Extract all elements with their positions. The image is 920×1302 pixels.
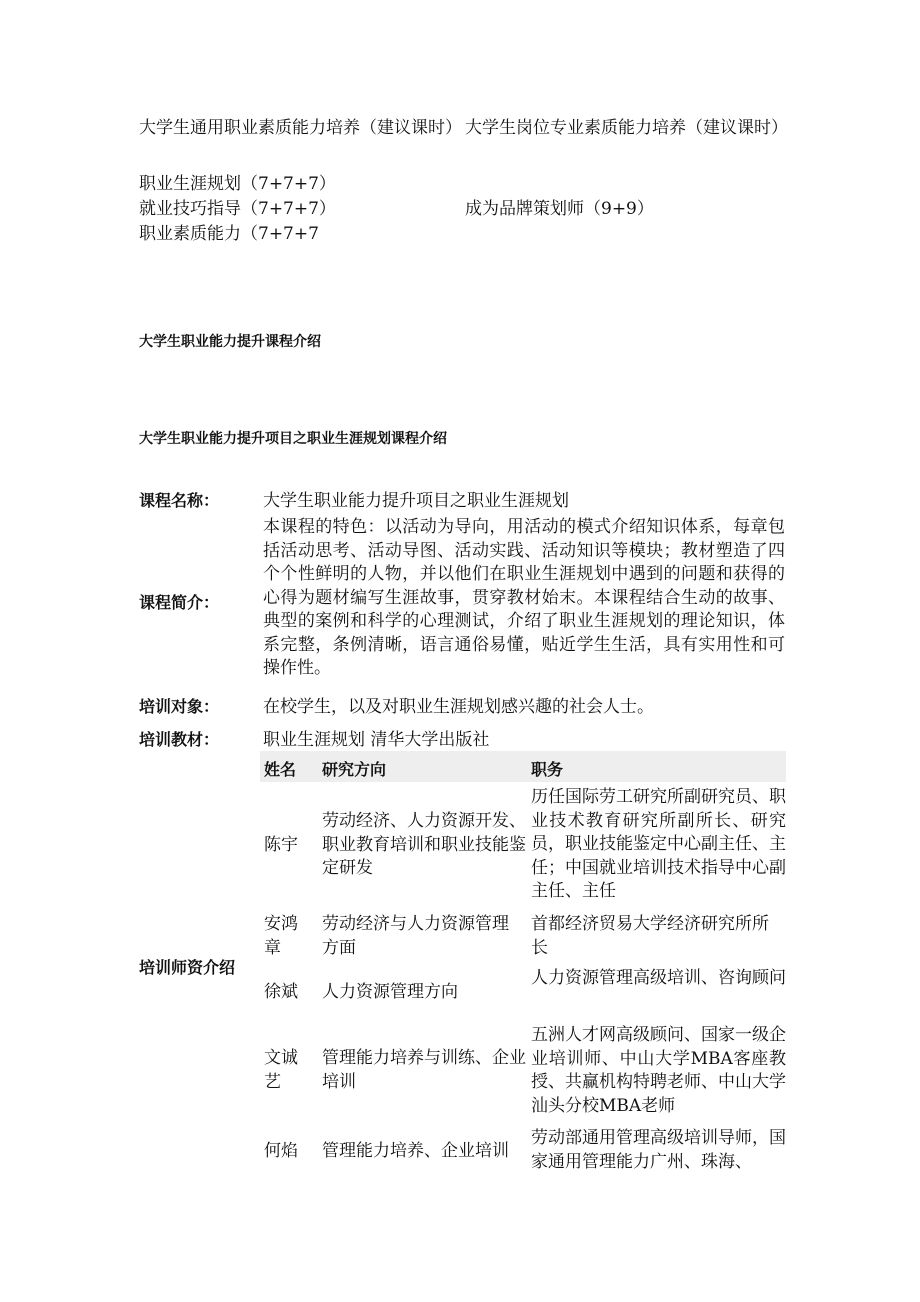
table-row-name: 安鸿章 xyxy=(264,914,298,958)
material-label: 培训教材： xyxy=(139,730,220,749)
course-intro-label: 课程简介： xyxy=(139,593,220,612)
subsection-title: 大学生职业能力提升项目之职业生涯规划课程介绍 xyxy=(139,431,447,447)
header-name: 姓名 xyxy=(264,760,297,779)
table-row-name: 徐斌 xyxy=(264,982,298,1002)
table-row-field: 人力资源管理方向 xyxy=(322,982,458,1002)
table-row-name: 何焰 xyxy=(264,1141,298,1161)
table-row-field: 管理能力培养与训练、企业培训 xyxy=(322,1048,526,1092)
section-title: 大学生职业能力提升课程介绍 xyxy=(139,334,321,350)
material-value: 职业生涯规划 清华大学出版社 xyxy=(263,730,490,750)
table-row-field: 劳动经济与人力资源管理方面 xyxy=(322,914,509,958)
header-field: 研究方向 xyxy=(322,760,387,779)
right-column-header: 大学生岗位专业素质能力培养（建议课时） xyxy=(465,118,788,138)
table-row-position: 五洲人才网高级顾问、国家一级企业培训师、中山大学MBA客座教授、共赢机构特聘老师、中山大学汕头分校MBA老师 xyxy=(531,1025,786,1116)
left-column-header: 大学生通用职业素质能力培养（建议课时） xyxy=(139,118,462,138)
left-item-list xyxy=(139,172,457,247)
list-item: 职业生涯规划（7+7+7） xyxy=(139,174,336,194)
table-row-position: 劳动部通用管理高级培训导师，国家通用管理能力广州、珠海、 xyxy=(531,1128,786,1172)
table-row-position: 人力资源管理高级培训、咨询顾问 xyxy=(531,968,786,988)
table-row-position: 历任国际劳工研究所副研究员、职业技术教育研究所副所长、研究员，职业技能鉴定中心副主任、主任；中国就业培训技术指导中心副主任、主任 xyxy=(531,787,786,901)
course-name-label: 课程名称： xyxy=(139,491,220,510)
table-row-name: 文诚艺 xyxy=(264,1048,298,1092)
table-row-name: 陈宇 xyxy=(264,835,298,855)
list-item: 就业技巧指导（7+7+7） xyxy=(139,199,336,219)
course-intro-value: 本课程的特色：以活动为导向，用活动的模式介绍知识体系，每章包括活动思考、活动导图、活动实践、活动知识等模块；教材塑造了四个个性鲜明的人物，并以他们在职业生涯规划中遇到的问题和获得的心得为题材编写生涯故事，贯穿教材始末。本课程结合生动的故事、典型的案例和科学的心理测试，介绍了职业生涯规划的理论知识，体系完整，条例清晰，语言通俗易懂，贴近学生生活，具有实用性和可操作性。 xyxy=(263,517,785,678)
header-position: 职务 xyxy=(531,760,564,779)
table-row-position: 首都经济贸易大学经济研究所所长 xyxy=(531,914,769,958)
right-item-list xyxy=(465,197,785,222)
list-item: 职业素质能力（7+7+7 xyxy=(139,224,319,244)
table-row-field: 劳动经济、人力资源开发、职业教育培训和职业技能鉴定研发 xyxy=(322,811,526,878)
course-name-value: 大学生职业能力提升项目之职业生涯规划 xyxy=(263,491,569,511)
target-label: 培训对象： xyxy=(139,697,220,716)
list-item: 成为品牌策划师（9+9） xyxy=(465,199,654,219)
target-value: 在校学生，以及对职业生涯规划感兴趣的社会人士。 xyxy=(263,697,654,717)
trainers-label: 培训师资介绍 xyxy=(139,958,236,977)
table-row-field: 管理能力培养、企业培训 xyxy=(322,1141,509,1161)
